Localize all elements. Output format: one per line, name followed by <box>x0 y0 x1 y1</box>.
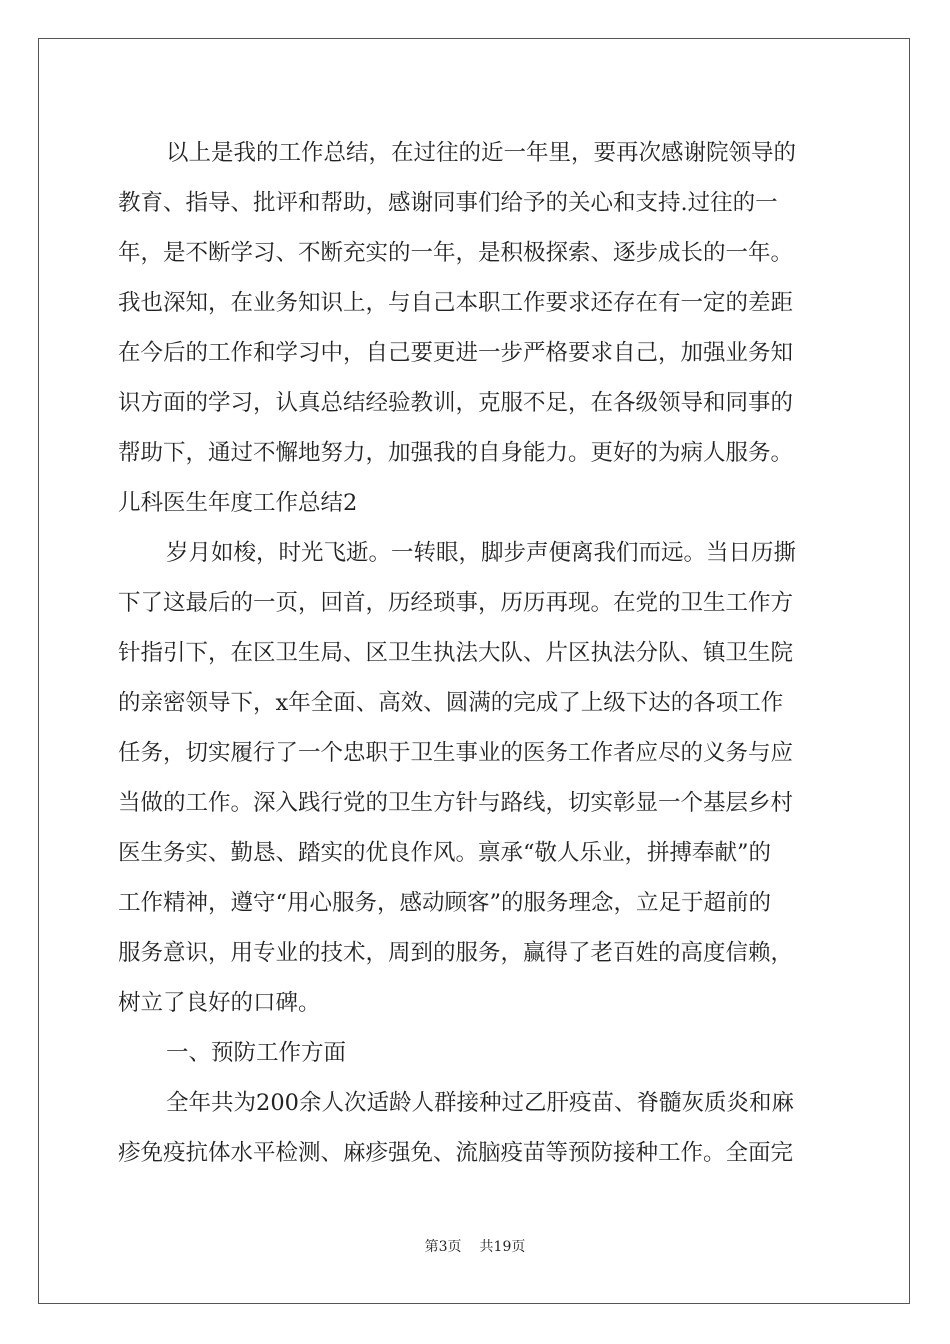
text-line: 服务意识，用专业的技术，周到的服务，赢得了老百姓的高度信赖， <box>118 940 794 966</box>
text-line: 当做的工作。深入践行党的卫生方针与路线，切实彰显一个基层乡村 <box>118 790 794 816</box>
document-heading: 儿科医生年度工作总结2 <box>118 490 358 516</box>
text-line: 识方面的学习，认真总结经验教训，克服不足，在各级领导和同事的 <box>118 390 794 416</box>
text-line: 针指引下，在区卫生局、区卫生执法大队、片区执法分队、镇卫生院 <box>118 640 794 666</box>
text-line: 年，是不断学习、不断充实的一年，是积极探索、逐步成长的一年。 <box>118 240 794 266</box>
text-line: 医生务实、勤恳、踏实的优良作风。禀承“敬人乐业，拼搏奉献”的 <box>118 840 772 866</box>
paragraph-summary <box>118 128 838 478</box>
text-line: 工作精神，遵守“用心服务，感动顾客”的服务理念，立足于超前的 <box>118 890 772 916</box>
paragraph-prevention <box>118 1078 838 1178</box>
text-line: 我也深知，在业务知识上，与自己本职工作要求还存在有一定的差距 <box>118 290 794 316</box>
page-number: 第3页 <box>424 1239 462 1255</box>
text-line: 任务，切实履行了一个忠职于卫生事业的医务工作者应尽的义务与应 <box>118 740 794 766</box>
text-line: 以上是我的工作总结，在过往的近一年里，要再次感谢院领导的 <box>166 140 797 166</box>
text-line: 帮助下，通过不懈地努力，加强我的自身能力。更好的为病人服务。 <box>118 440 794 466</box>
text-line: 岁月如梭，时光飞逝。一转眼，脚步声便离我们而远。当日历撕 <box>166 540 797 566</box>
text-line: 在今后的工作和学习中，自己要更进一步严格要求自己，加强业务知 <box>118 340 794 366</box>
page-footer <box>0 1236 950 1256</box>
text-line: 教育、指导、批评和帮助，感谢同事们给予的关心和支持.过往的一 <box>118 190 778 216</box>
document-body <box>118 128 838 1178</box>
text-line: 全年共为200余人次适龄人群接种过乙肝疫苗、脊髓灰质炎和麻 <box>166 1090 794 1116</box>
text-line: 下了这最后的一页，回首，历经琐事，历历再现。在党的卫生工作方 <box>118 590 794 616</box>
paragraph-intro <box>118 528 838 1028</box>
text-line: 疹免疫抗体水平检测、麻疹强免、流脑疫苗等预防接种工作。全面完 <box>118 1140 794 1166</box>
text-line: 的亲密领导下，x年全面、高效、圆满的完成了上级下达的各项工作 <box>118 690 784 716</box>
section-title: 一、预防工作方面 <box>166 1040 347 1066</box>
page-total: 共19页 <box>479 1239 526 1255</box>
text-line: 树立了良好的口碑。 <box>118 990 321 1016</box>
